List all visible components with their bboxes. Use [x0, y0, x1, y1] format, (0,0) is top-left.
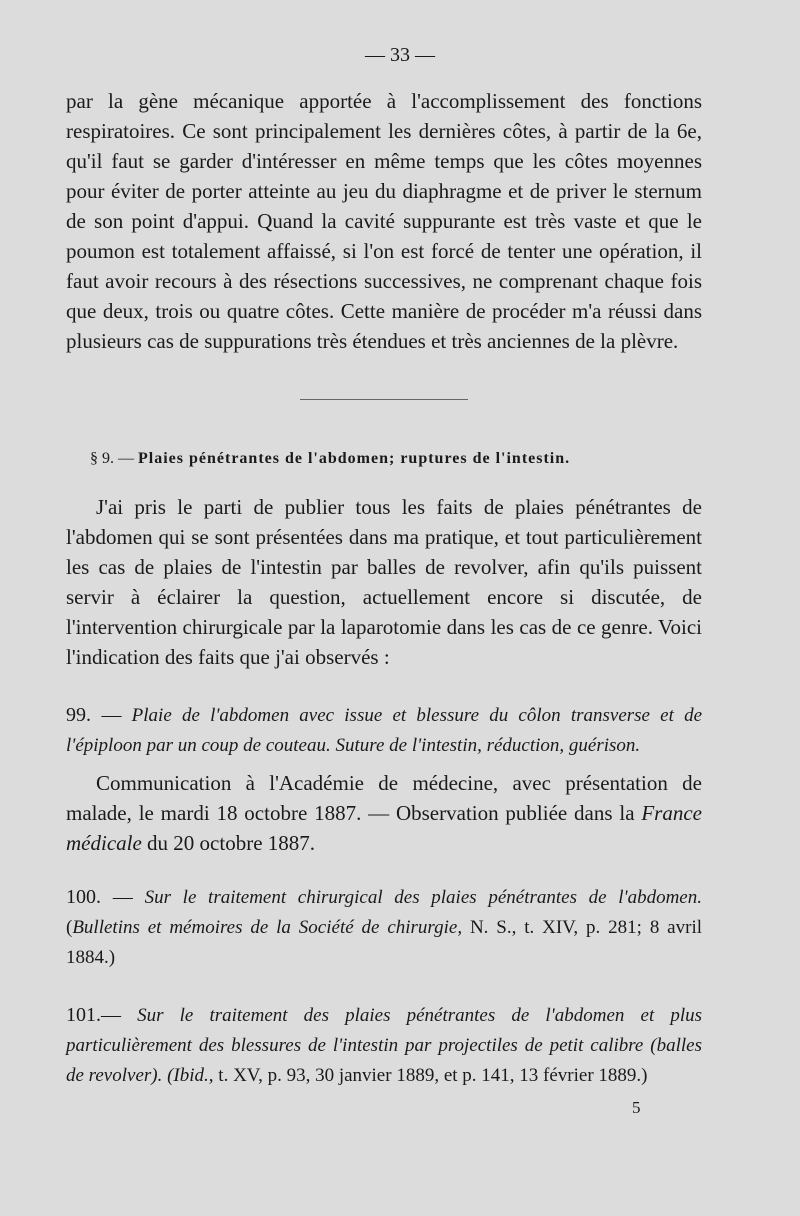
entry-101-ibid: (Ibid., — [167, 1065, 214, 1086]
section-title: Plaies pénétrantes de l'abdomen; ruptures de l'intestin. — [138, 450, 571, 467]
signature-mark: 5 — [632, 1098, 641, 1117]
section-heading — [90, 450, 570, 468]
paragraph-ribs: par la gène mécanique apportée à l'accomplissement des fonctions respiratoires. Ce sont principalement les dernières côtes, à partir de la 6e, qu'il faut se garder d'intéresser en même temps que les côtes moyennes pour éviter de porter atteinte au jeu du diaphragme et de priver le sternum de son point d'appui. Quand la cavité suppurante est très vaste et que le poumon est totalement affaissé, si l'on est forcé de tenter une opération, il faut avoir recours à des résections successives, ne comprenant chaque fois que deux, trois ou quatre côtes. Cette manière de procéder m'a réussi dans plusieurs cas de suppurations très étendues et très anciennes de la plèvre. — [66, 89, 702, 353]
paragraph-communication — [66, 768, 702, 858]
communication-date: du 20 octobre 1887. — [147, 831, 316, 855]
entry-100-number: 100. — — [66, 886, 133, 908]
section-prefix: § 9. — — [90, 450, 134, 467]
entry-99-title: Plaie de l'abdomen avec issue et blessure du côlon transverse et de l'épiploon par un coup de couteau. Suture de l'intestin, réduction, guérison. — [66, 705, 703, 756]
entry-101-ref: t. XV, p. 93, 30 janvier 1889, et p. 141, 13 février 1889.) — [218, 1065, 648, 1086]
entry-100 — [66, 882, 702, 973]
paragraph-intro: J'ai pris le parti de publier tous les faits de plaies pénétrantes de l'abdomen qui se sont présentées dans ma pratique, et tout particulièrement les cas de plaies de l'intestin par balles de revolver, afin qu'ils puissent servir à éclairer la question, actuellement encore si discutée, de l'intervention chirurgicale par la laparotomie dans les cas de ce genre. Voici l'indication des faits que j'ai observés : — [66, 495, 702, 669]
entry-99-number: 99. — — [66, 704, 122, 726]
entry-100-ref: N. S., t. XIV, p. 281; 8 avril 1884.) — [66, 917, 702, 968]
entry-101-number: 101.— — [66, 1004, 121, 1026]
entry-101-title: Sur le traitement des plaies pénétrantes de l'abdomen et plus particulièrement des blessures de l'intestin par projectiles de petit calibre (balles de revolver). — [66, 1005, 703, 1086]
page-number: — 33 — — [365, 44, 435, 66]
entry-100-paren: ( — [66, 917, 73, 938]
entry-99 — [66, 700, 702, 761]
section-divider — [300, 399, 468, 400]
entry-100-title: Sur le traitement chirurgical des plaies pénétrantes de l'abdomen. — [144, 887, 702, 908]
journal-name: France médicale — [66, 801, 703, 855]
communication-text: Communication à l'Académie de médecine, avec présentation de malade, le mardi 18 octobre 1887. — Observation publiée dans la — [66, 771, 702, 825]
entry-101 — [66, 1000, 702, 1091]
entry-100-bulletin: Bulletins et mémoires de la Société de chirurgie, — [72, 917, 463, 938]
